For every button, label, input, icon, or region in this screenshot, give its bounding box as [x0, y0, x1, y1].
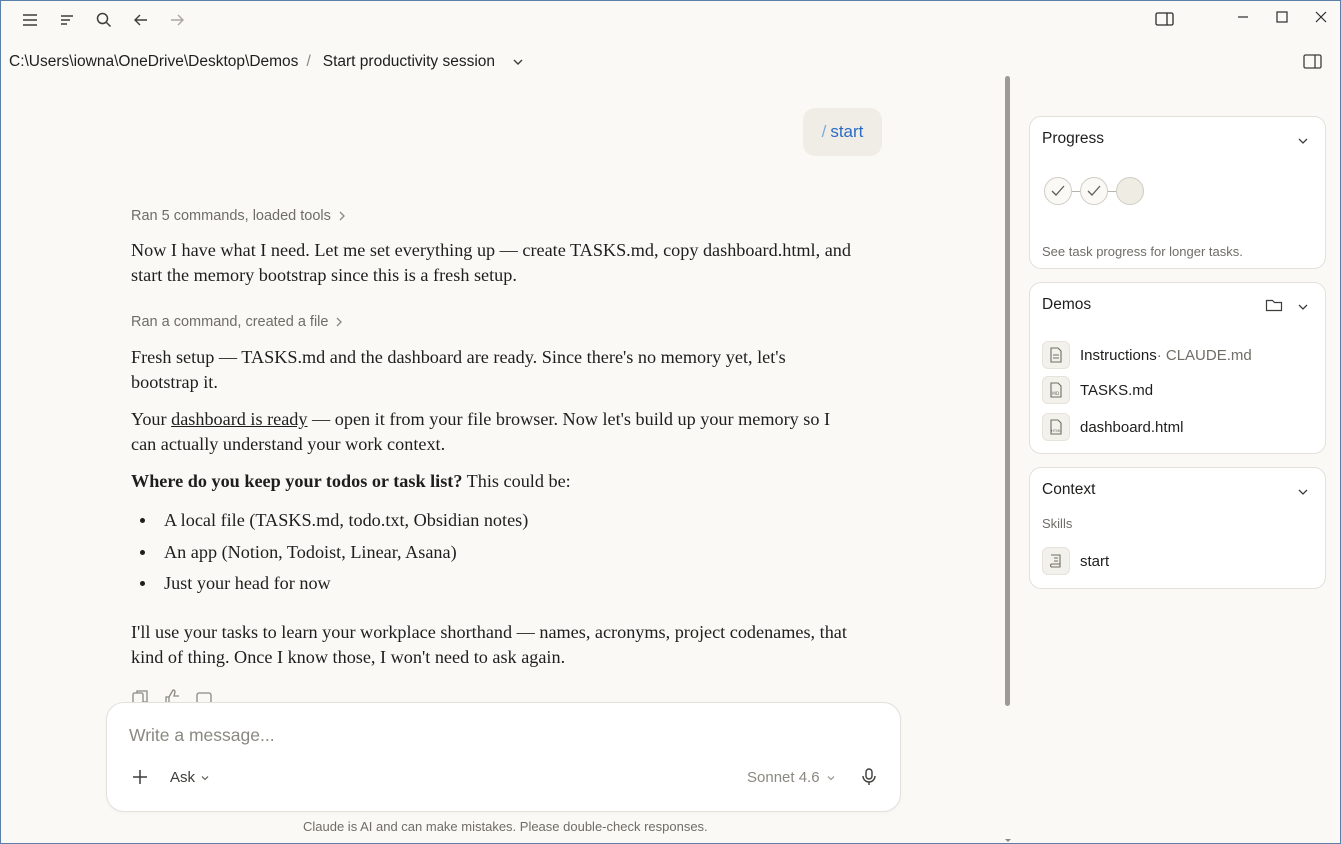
assistant-paragraph: Now I have what I need. Let me set everything up — create TASKS.md, copy dashboard.html, and start the memory bootstrap since this is a fresh setup.	[131, 240, 851, 285]
file-name: TASKS.md	[1080, 381, 1154, 399]
breadcrumb-separator: /	[306, 53, 311, 70]
paragraph-text: Your	[131, 409, 172, 429]
chevron-down-icon[interactable]	[1297, 135, 1309, 147]
assistant-paragraph	[131, 407, 851, 456]
chevron-down-icon	[826, 773, 836, 783]
chevron-right-icon	[335, 317, 343, 327]
chevron-down-icon[interactable]	[1297, 301, 1309, 313]
check-icon	[1086, 184, 1102, 198]
files-card	[1029, 282, 1326, 454]
progress-steps	[1044, 177, 1144, 205]
model-selector[interactable]	[747, 769, 836, 786]
sidebar-list-icon[interactable]	[56, 9, 78, 31]
step-connector	[1108, 191, 1116, 192]
tool-summary-1[interactable]	[131, 208, 346, 224]
step-done-1	[1044, 177, 1072, 205]
question-rest: This could be:	[462, 471, 571, 491]
skill-name: start	[1080, 552, 1110, 570]
options-list	[131, 508, 851, 603]
svg-text:HTML: HTML	[1051, 429, 1062, 433]
side-panel-toggle-icon[interactable]	[1302, 53, 1324, 71]
assistant-question	[131, 469, 851, 494]
paragraph-text: — open it from your file browser. Now let's build up your memory so I can actually understand your work context.	[131, 409, 831, 454]
file-subtitle: · CLAUDE.md	[1156, 346, 1252, 364]
file-name: dashboard.html	[1080, 418, 1184, 436]
user-command: start	[830, 122, 864, 141]
user-message-bubble	[803, 108, 882, 156]
chevron-down-icon[interactable]	[511, 55, 525, 69]
check-icon	[1050, 184, 1066, 198]
panel-layout-icon[interactable]	[1152, 9, 1180, 31]
mode-selector[interactable]	[170, 769, 210, 786]
assistant-paragraph: I'll use your tasks to learn your workplace shorthand — names, acronyms, project codenames, that kind of thing. Once I know those, I won't need to ask again.	[131, 622, 847, 667]
file-item-instructions[interactable]	[1042, 341, 1252, 369]
files-title: Demos	[1042, 296, 1092, 313]
context-title: Context	[1042, 481, 1096, 498]
question-bold: Where do you keep your todos or task list?	[131, 471, 463, 491]
message-composer	[106, 702, 901, 812]
breadcrumb	[9, 51, 525, 73]
skill-item-start[interactable]	[1042, 547, 1109, 575]
chevron-right-icon	[338, 211, 346, 221]
tool-summary-label: Ran 5 commands, loaded tools	[131, 208, 331, 224]
assistant-paragraph: Fresh setup — TASKS.md and the dashboard are ready. Since there's no memory yet, let's bootstrap it.	[131, 347, 786, 392]
svg-text:MD: MD	[1052, 392, 1060, 397]
breadcrumb-path[interactable]: C:\Users\iowna\OneDrive\Desktop\Demos	[9, 53, 299, 70]
list-item: Just your head for now	[131, 571, 851, 603]
step-done-2	[1080, 177, 1108, 205]
progress-hint: See task progress for longer tasks.	[1042, 244, 1243, 259]
document-icon	[1042, 341, 1070, 369]
progress-title: Progress	[1042, 130, 1105, 147]
chevron-down-icon	[200, 773, 210, 783]
skills-label: Skills	[1042, 516, 1073, 531]
forward-arrow-icon[interactable]	[166, 9, 188, 31]
step-pending	[1116, 177, 1144, 205]
disclaimer-text: Claude is AI and can make mistakes. Please double-check responses.	[303, 819, 708, 834]
menu-icon[interactable]	[19, 9, 41, 31]
tool-summary-label: Ran a command, created a file	[131, 314, 329, 330]
slash-prefix: /	[821, 122, 827, 141]
close-icon[interactable]	[1307, 7, 1335, 29]
progress-card	[1029, 116, 1326, 269]
md-file-icon	[1042, 376, 1070, 404]
skill-scroll-icon	[1042, 547, 1070, 575]
message-input[interactable]: Write a message...	[129, 725, 275, 745]
plus-icon[interactable]	[131, 768, 149, 786]
chevron-down-icon[interactable]	[1297, 486, 1309, 498]
list-item: An app (Notion, Todoist, Linear, Asana)	[131, 540, 851, 572]
session-title[interactable]: Start productivity session	[322, 53, 496, 70]
html-file-icon	[1042, 413, 1070, 441]
mode-label: Ask	[170, 769, 196, 786]
search-icon[interactable]	[93, 9, 115, 31]
dashboard-link[interactable]: dashboard is ready	[171, 409, 308, 429]
file-item-tasks[interactable]	[1042, 376, 1153, 404]
file-name: Instructions	[1080, 346, 1157, 364]
scroll-down-arrow-icon[interactable]	[1003, 836, 1013, 844]
chat-scrollbar[interactable]	[1005, 76, 1010, 706]
back-arrow-icon[interactable]	[130, 9, 152, 31]
step-connector	[1072, 191, 1080, 192]
context-card	[1029, 467, 1326, 589]
tool-summary-2[interactable]	[131, 314, 343, 330]
folder-icon[interactable]	[1265, 297, 1283, 313]
file-item-dashboard[interactable]	[1042, 413, 1183, 441]
microphone-icon[interactable]	[859, 767, 879, 787]
list-item: A local file (TASKS.md, todo.txt, Obsidian notes)	[131, 508, 851, 540]
model-label: Sonnet 4.6	[747, 769, 820, 786]
maximize-icon[interactable]	[1268, 7, 1296, 29]
minimize-icon[interactable]	[1229, 7, 1257, 29]
